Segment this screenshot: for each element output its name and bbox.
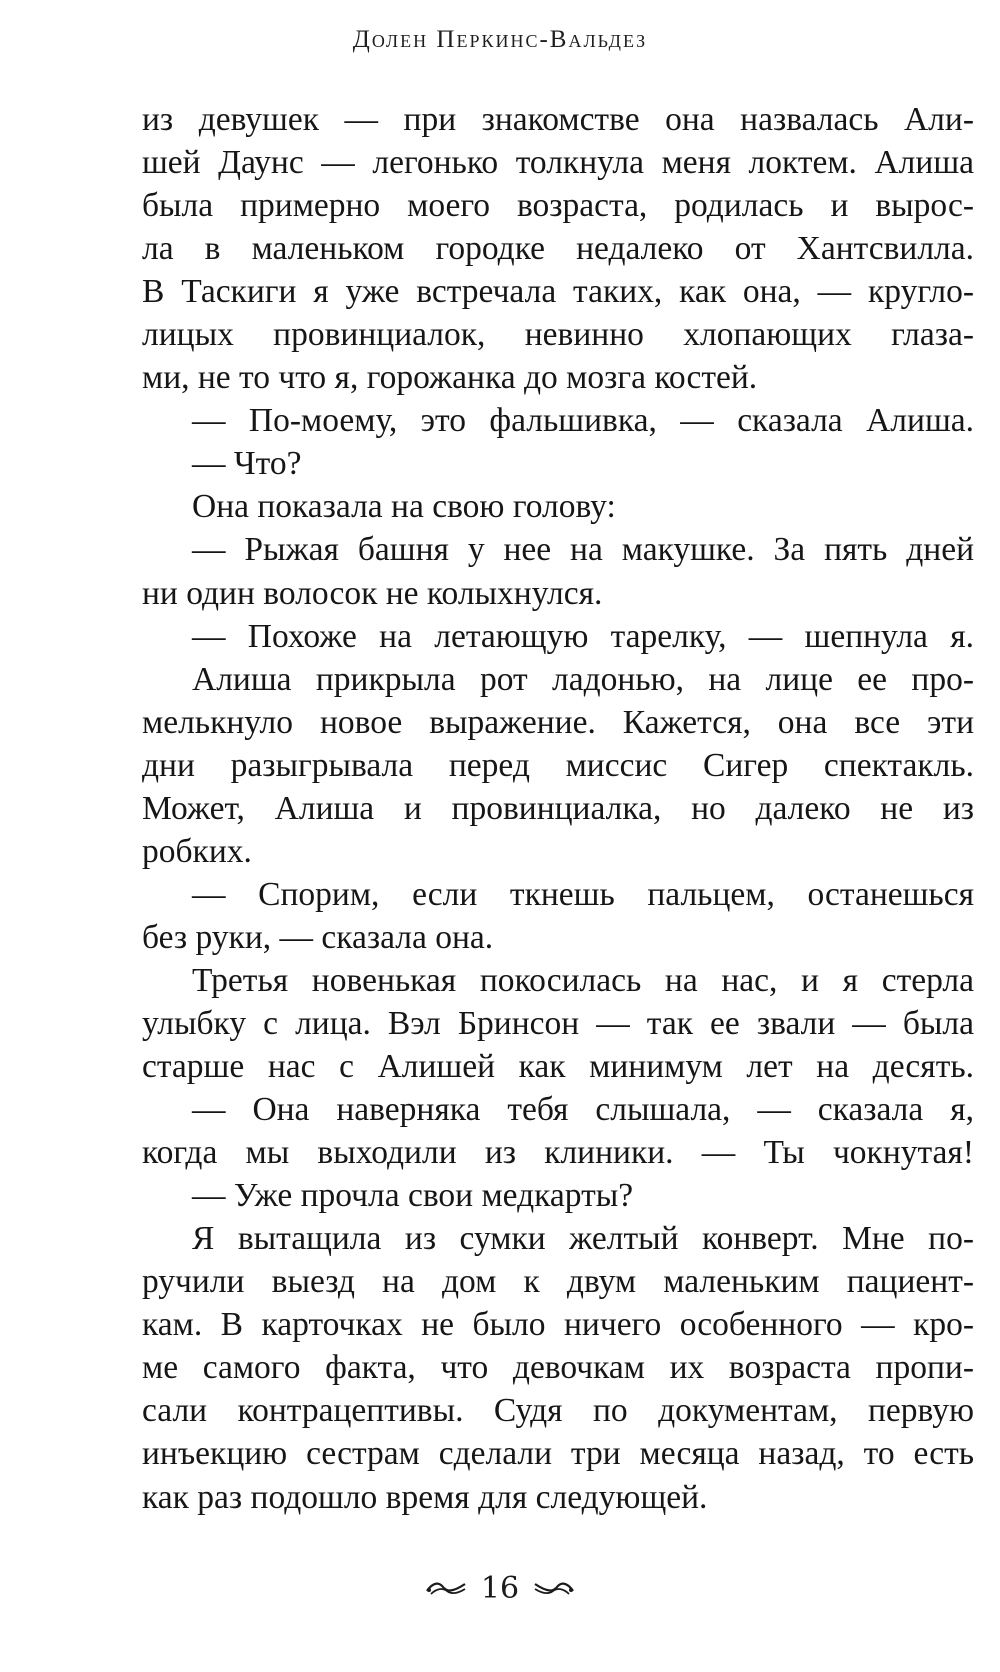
text-line: шей Даунс — легонько толкнула меня локтем. Алиша — [142, 144, 974, 182]
page-number: 16 — [480, 1570, 520, 1606]
text-line: когда мы выходили из клиники. — Ты чокнутая! — [142, 1134, 974, 1172]
text-line: — Она наверняка тебя слышала, — сказала я, — [192, 1091, 974, 1129]
text-line: сали контрацептивы. Судя по документам, первую — [142, 1392, 974, 1430]
text-line: из девушек — при знакомстве она назвалась Али- — [142, 101, 974, 138]
text-line: ручили выезд на дом к двум маленьким пациент- — [142, 1263, 974, 1301]
text-line: инъекцию сестрам сделали три месяца назад, то есть — [142, 1435, 974, 1473]
text-line: Алиша прикрыла рот ладонью, на лице ее про- — [192, 660, 974, 698]
text-line: дни разыгрывала перед миссис Сигер спектакль. — [142, 746, 974, 784]
text-line: ни один волосок не колыхнулся. — [142, 574, 603, 612]
text-line: старше нас с Алишей как минимум лет на десять. — [142, 1048, 974, 1086]
text-line: Я вытащила из сумки желтый конверт. Мне по- — [192, 1220, 974, 1258]
text-line: — По-моему, это фальшивка, — сказала Алиша. — [192, 402, 974, 440]
text-line: — Похоже на летающую тарелку, — шепнула я. — [192, 617, 974, 655]
text-line: ме самого факта, что девочкам их возраста пропи- — [142, 1349, 974, 1387]
text-line: мелькнуло новое выражение. Кажется, она все эти — [142, 703, 974, 741]
text-line: Она показала на свою голову: — [192, 488, 616, 526]
text-line: улыбку с лица. Вэл Бринсон — так ее звали — была — [142, 1004, 974, 1042]
text-line: без руки, — сказала она. — [142, 918, 494, 956]
page-footer — [0, 1568, 1000, 1608]
text-line: лицых провинциалок, невинно хлопающих глаза- — [142, 316, 974, 354]
text-line: — Что? — [192, 445, 302, 483]
running-head-author: Долен Перкинс-Вальдез — [352, 26, 648, 53]
text-line: Третья новенькая покосилась на нас, и я стерла — [192, 961, 974, 999]
text-line: Может, Алиша и провинциалка, но далеко не из — [142, 789, 974, 827]
text-line: — Рыжая башня у нее на макушке. За пять дней — [192, 531, 974, 569]
text-line: была примерно моего возраста, родилась и вырос- — [142, 187, 974, 225]
text-line: — Спорим, если ткнешь пальцем, останешься — [192, 875, 974, 913]
text-line: В Таскиги я уже встречала таких, как она, — кругло- — [142, 273, 974, 311]
body-text — [142, 98, 974, 1519]
text-line: — Уже прочла свои медкарты? — [192, 1177, 634, 1215]
flourish-right-icon — [533, 1578, 575, 1598]
text-line: как раз подошло время для следующей. — [142, 1478, 708, 1516]
flourish-left-icon — [425, 1578, 467, 1598]
text-line: кам. В карточках не было ничего особенного — кро- — [142, 1306, 974, 1344]
text-line: ми, не то что я, горожанка до мозга костей. — [142, 359, 758, 397]
text-line: робких. — [142, 832, 252, 870]
text-line: ла в маленьком городке недалеко от Хантсвилла. — [142, 230, 974, 268]
